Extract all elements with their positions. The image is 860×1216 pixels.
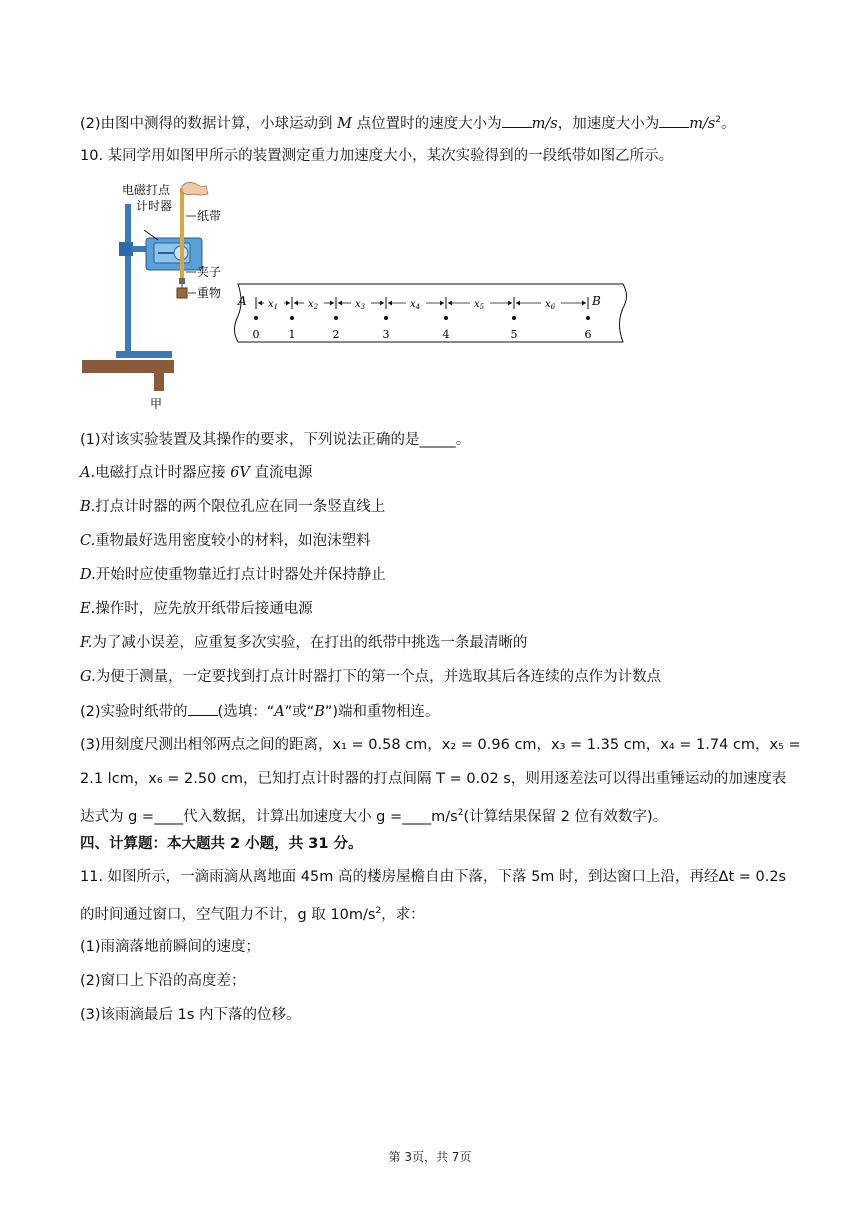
q10-p3-text: (计算结果保留 2 位有效数字)。 [463, 808, 668, 825]
segment-label: $x_1$ [268, 299, 279, 311]
tape-point-label: 4 [442, 328, 450, 341]
q10-p2-text: ”)端和重物相连。 [324, 704, 440, 720]
experiment-figure [78, 180, 638, 412]
q10-part3-line3 [80, 803, 667, 827]
tape-dot [384, 316, 388, 320]
tape-dot [290, 316, 294, 320]
segment-label: $x_2$ [308, 299, 319, 311]
page-footer: 第 3页，共 7页 [388, 1150, 472, 1164]
clip-label: 夹子 [197, 265, 222, 279]
option-text: 打点计时器的两个限位孔应在同一条竖直线上 [95, 499, 386, 515]
stand-rod [125, 204, 131, 354]
tape-dot [334, 316, 338, 320]
q9-text-a: (2)由图中测得的数据计算，小球运动到 [80, 115, 338, 132]
answer-blank[interactable] [188, 701, 218, 716]
clip [179, 278, 185, 284]
q11-line2 [80, 901, 425, 925]
q11-text: 的时间通过窗口，空气阻力不计，g 取 10m/s [80, 906, 376, 923]
table-top [82, 360, 174, 373]
weight-label: 重物 [197, 286, 222, 300]
tape-dot [254, 316, 258, 320]
option-voltage: 6V [230, 465, 250, 481]
tape-end-a: A [238, 294, 247, 308]
tape-point-label: 1 [288, 328, 296, 341]
q9-unit-exponent: 2 [715, 115, 722, 125]
q9-unit-velocity: m/s [531, 115, 558, 132]
q11-part3: (3)该雨滴最后 1s 内下落的位移。 [80, 1007, 301, 1023]
segment-label: $x_6$ [545, 299, 556, 311]
option-letter: F. [80, 635, 93, 651]
answer-blank[interactable] [659, 113, 689, 128]
tape-dot [444, 316, 448, 320]
q9-unit-accel: m/s [689, 115, 716, 132]
q11-text: ，求： [381, 906, 425, 923]
q10-p2-var: B [314, 704, 325, 720]
q9-text-h: 。 [721, 115, 736, 132]
option-letter: D. [80, 567, 96, 583]
option-text: 为了减小误差，应重复多次实验，在打出的纸带中挑选一条最清晰的 [92, 635, 528, 651]
q10-p3-exponent: 2 [457, 808, 464, 818]
section-heading: 四、计算题：本大题共 2 小题，共 31 分。 [80, 836, 363, 852]
option-c[interactable] [80, 531, 371, 551]
tape-point-label: 6 [584, 328, 592, 341]
option-letter: B. [80, 499, 96, 515]
q10-p3-text: 达式为 g =____代入数据，计算出加速度大小 g =____m/s [80, 808, 458, 825]
q10-part3-line2: 2.1 lcm，x₆ = 2.50 cm，已知打点计时器的打点间隔 T = 0.02 s，则用逐差法可以得出重锤运动的加速度表 [80, 771, 787, 787]
option-d[interactable] [80, 565, 386, 585]
q11-line1: 11. 如图所示，一滴雨滴从离地面 45m 高的楼房屋檐自由下落，下落 5m 时，到达窗口上沿，再经Δt = 0.2s [80, 869, 787, 885]
q10-part1: (1)对该实验装置及其操作的要求，下列说法正确的是_____。 [80, 432, 471, 448]
weight [177, 288, 187, 298]
timer-label-2: 计时器 [136, 199, 173, 213]
option-f[interactable] [80, 633, 527, 653]
q10-p2-text: ”或“ [284, 704, 315, 720]
segment-label: $x_5$ [474, 299, 485, 311]
stand-clamp [119, 242, 133, 256]
q11-part2: (2)窗口上下沿的高度差； [80, 973, 246, 989]
option-letter: G. [80, 669, 96, 685]
option-text: 开始时应使重物靠近打点计时器处并保持静止 [95, 567, 386, 583]
option-b[interactable] [80, 497, 385, 517]
q11-exponent: 2 [375, 906, 382, 916]
option-g[interactable] [80, 667, 661, 687]
segment-label: $x_4$ [410, 299, 421, 311]
table-leg [154, 373, 164, 391]
paper-tape [180, 188, 184, 280]
tape-label: 纸带 [197, 209, 222, 223]
hand-icon [182, 182, 208, 195]
q10-p2-text: (选填：“ [217, 704, 275, 720]
q10-p2-text: (2)实验时纸带的 [80, 704, 188, 720]
option-text: 电磁打点计时器应接 [95, 465, 231, 481]
option-e[interactable] [80, 599, 313, 619]
timer-label-1: 电磁打点 [122, 183, 171, 197]
tape-end-b: B [592, 294, 601, 308]
q10-part3-line1: (3)用刻度尺测出相邻两点之间的距离，x₁ = 0.58 cm，x₂ = 0.96 cm，x₃ = 1.35 cm，x₄ = 1.74 cm，x₅ = [80, 737, 801, 753]
q11-part1: (1)雨滴落地前瞬间的速度； [80, 939, 261, 955]
tape-point-label: 0 [252, 328, 260, 341]
option-letter: E. [80, 601, 96, 617]
tape-dot [512, 316, 516, 320]
q9-text-e: ，加速度大小为 [557, 115, 660, 132]
option-a[interactable] [80, 463, 313, 483]
tape-dot [586, 316, 590, 320]
q10-p2-var: A [274, 704, 285, 720]
figure-label-jia: 甲 [150, 397, 163, 411]
stand-base [116, 351, 172, 358]
option-letter: C. [80, 533, 96, 549]
answer-blank[interactable] [502, 113, 532, 128]
option-text: 重物最好选用密度较小的材料，如泡沫塑料 [95, 533, 371, 549]
tape-point-label: 2 [332, 328, 340, 341]
segment-label: $x_3$ [355, 299, 366, 311]
option-text: 操作时，应先放开纸带后接通电源 [95, 601, 313, 617]
q9-var-m: M [337, 115, 353, 132]
q9-text-c: 点位置时的速度大小为 [352, 115, 502, 132]
option-text: 直流电源 [249, 465, 313, 481]
tape-point-label: 5 [510, 328, 518, 341]
option-letter: A. [80, 465, 96, 481]
tape-point-label: 3 [382, 328, 390, 341]
q9-part2 [80, 110, 736, 134]
q10-stem: 10. 某同学用如图甲所示的装置测定重力加速度大小，某次实验得到的一段纸带如图乙所示。 [80, 148, 674, 164]
option-text: 为便于测量，一定要找到打点计时器打下的第一个点，并选取其后各连续的点作为计数点 [95, 669, 662, 685]
q10-part2 [80, 701, 440, 722]
